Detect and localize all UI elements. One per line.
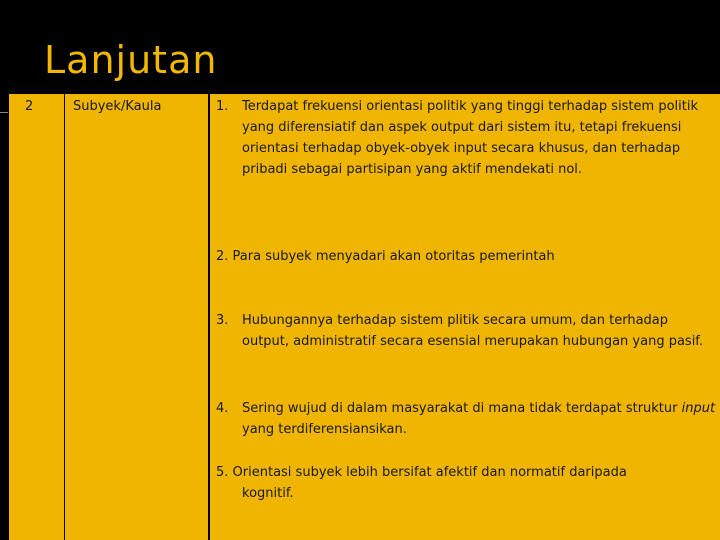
item-number: 3. <box>216 313 229 328</box>
list-item <box>216 246 716 267</box>
list-item <box>216 310 716 352</box>
row-number: 2 <box>25 99 34 114</box>
slide-title: Lanjutan <box>44 38 218 82</box>
item-text: Hubungannya terhadap sistem plitik secara umum, dan terhadap output, administratif secara esensial merupakan hubungan yang pasif. <box>242 313 704 349</box>
item-text: Terdapat frekuensi orientasi politik yang tinggi terhadap sistem politik yang diferensiatif dan aspek output dari sistem itu, tetapi frekuensi orientasi terhadap obyek-obyek input secara khusus, dan terhadap pribadi sebagai partisipan yang aktif mendekati nol. <box>242 99 699 177</box>
number-cell <box>8 94 65 540</box>
item-text: 5. Orientasi subyek lebih bersifat afektif dan normatif daripada kognitif. <box>216 465 627 501</box>
item-number: 2. <box>216 249 229 264</box>
item-text: Para subyek menyadari akan otoritas pemerintah <box>232 249 555 264</box>
item-number: 1. <box>216 99 229 114</box>
list-item <box>216 398 716 440</box>
divider <box>0 112 8 113</box>
subject-cell <box>64 94 209 540</box>
row-subject: Subyek/Kaula <box>73 99 162 114</box>
description-cell <box>208 94 720 540</box>
item-text: Sering wujud di dalam masyarakat di mana tidak terdapat struktur input yang terdiferensiansikan. <box>242 401 716 437</box>
content-table <box>8 94 720 540</box>
item-number: 4. <box>216 401 229 416</box>
list-item <box>216 96 716 180</box>
list-item <box>216 462 716 504</box>
